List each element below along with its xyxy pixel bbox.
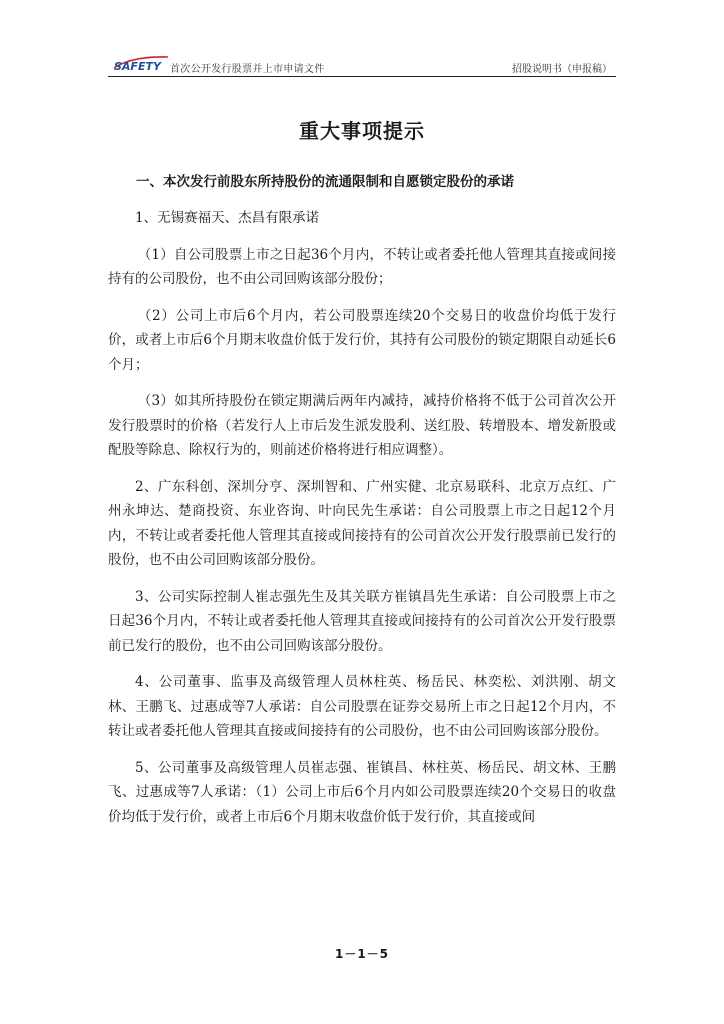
paragraph-8: 5、公司董事及高级管理人员崔志强、崔镇昌、林柱英、杨岳民、胡文林、王鹏飞、过惠成等7人承诺：（1）公司上市后6个月内如公司股票连续20个交易日的收盘价均低于发行价，或者上市后6个月期末收盘价低于发行价，其直接或间 [108,759,616,825]
page-title: 重大事项提示 [299,119,425,143]
paragraph-1: 1、无锡赛福天、杰昌有限承诺 [135,210,320,226]
paragraph-6: 3、公司实际控制人崔志强先生及其关联方崔镇昌先生承诺：自公司股票上市之日起36个月内，不转让或者委托他人管理其直接或间接持有的公司首次公开发行股票前已发行的股份，也不由公司回购该部分股份。 [108,588,616,654]
safety-logo-icon [112,54,172,72]
paragraph-4: （3）如其所持股份在锁定期满后两年内减持，减持价格将不低于公司首次公开发行股票时的价格（若发行人上市后发生派发股利、送红股、转增股本、增发新股或配股等除息、除权行为的，则前述价格将进行相应调整）。 [108,393,616,458]
paragraph-5: 2、广东科创、深圳分亨、深圳智和、广州实健、北京易联科、北京万点红、广州永坤达、楚商投资、东业咨询、叶向民先生承诺：自公司股票上市之日起12个月内，不转让或者委托他人管理其直接或间接持有的公司首次公开发行股票前已发行的股份，也不由公司回购该部分股份。 [108,478,616,568]
document-body [108,206,616,841]
header-document-type: 招股说明书（申报稿） [512,64,612,75]
paragraph-3: （2）公司上市后6个月内，若公司股票连续20个交易日的收盘价均低于发行价，或者上市后6个月期末收盘价低于发行价，其持有公司股份的锁定期限自动延长6个月； [108,307,616,373]
section-heading: 一、本次发行前股东所持股份的流通限制和自愿锁定股份的承诺 [136,174,514,190]
page-header [108,52,616,77]
paragraph-2: （1）自公司股票上市之日起36个月内，不转让或者委托他人管理其直接或间接持有的公司股份，也不由公司回购该部分股份； [108,246,616,287]
paragraph-7: 4、公司董事、监事及高级管理人员林柱英、杨岳民、林奕松、刘洪刚、胡文林、王鹏飞、过惠成等7人承诺：自公司股票在证券交易所上市之日起12个月内，不转让或者委托他人管理其直接或间接持有的公司股份，也不由公司回购该部分股份。 [108,674,616,739]
page-number: 1－1－5 [334,947,390,961]
header-document-name: 首次公开发行股票并上市申请文件 [170,64,325,75]
logo-text: SAFETY [114,60,161,72]
